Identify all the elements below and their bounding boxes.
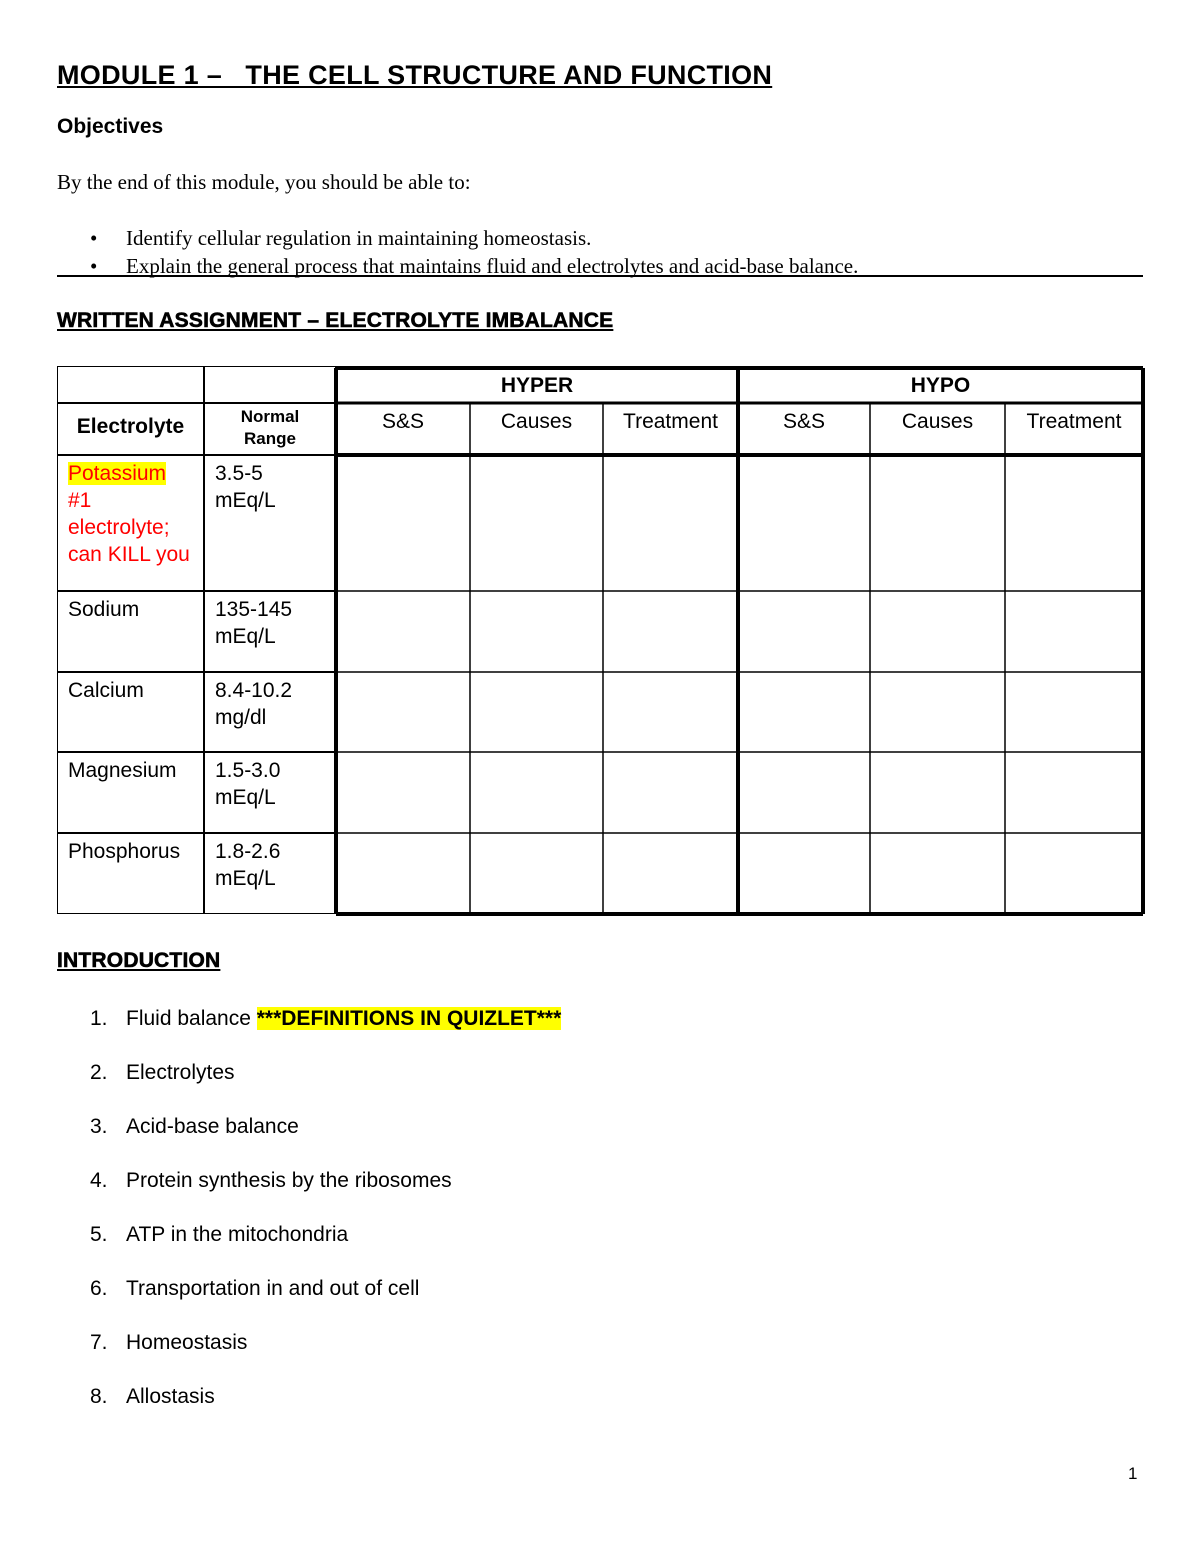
list-item: 6. Transportation in and out of cell — [90, 1277, 420, 1300]
header-hyper-label: HYPER — [500, 374, 574, 397]
page-title: MODULE 1 – THE CELL STRUCTURE AND FUNCTION — [57, 60, 773, 90]
sub-header-label: Treatment — [1026, 410, 1122, 433]
electrolyte-name: Sodium — [68, 598, 140, 621]
range-value: 3.5-5 — [215, 462, 263, 485]
electrolyte-name: Magnesium — [68, 759, 177, 782]
header-normal-label: Normal — [240, 407, 300, 426]
objective-item: • Explain the general process that maintains fluid and electrolytes and acid-base balance. — [90, 254, 859, 278]
range-unit: mg/dl — [215, 706, 267, 729]
sub-header-cell — [738, 403, 870, 455]
header-hypo — [738, 368, 1143, 403]
objective-item: • Identify cellular regulation in maintaining homeostasis. — [90, 226, 592, 250]
range-unit: mEq/L — [215, 489, 276, 512]
range-value: 1.8-2.6 — [215, 840, 281, 863]
electrolyte-name: Potassium — [68, 462, 167, 485]
header-electrolyte-label: Electrolyte — [76, 415, 185, 438]
sub-header-cell — [336, 403, 470, 455]
list-item: 7. Homeostasis — [90, 1331, 248, 1354]
objectives-intro: By the end of this module, you should be able to: — [57, 170, 471, 194]
list-item: 3. Acid-base balance — [90, 1115, 299, 1138]
horizontal-rule — [57, 275, 1143, 277]
list-item: 2. Electrolytes — [90, 1061, 235, 1084]
list-item: 5. ATP in the mitochondria — [90, 1223, 349, 1246]
page-number: 1 — [1128, 1464, 1138, 1483]
introduction-list — [90, 1005, 561, 1437]
bullet-icon: • — [90, 226, 98, 250]
quizlet-highlight: ***DEFINITIONS IN QUIZLET*** — [256, 1007, 562, 1030]
list-item: 8. Allostasis — [90, 1385, 215, 1408]
electrolyte-note-text: #1 electrolyte; can KILL you — [68, 489, 190, 566]
header-hyper — [336, 368, 738, 403]
sub-header-cell — [470, 403, 603, 455]
range-value: 135-145 — [215, 598, 293, 621]
objectives-list — [90, 224, 858, 280]
objectives-heading: Objectives — [57, 115, 164, 138]
sub-header-cell — [603, 403, 738, 455]
sub-header-label: S&S — [782, 410, 826, 433]
bullet-icon: • — [90, 254, 98, 278]
header-hypo-label: HYPO — [910, 374, 971, 397]
sub-header-label: S&S — [381, 410, 425, 433]
range-value: 8.4-10.2 — [215, 679, 293, 702]
range-value: 1.5-3.0 — [215, 759, 281, 782]
electrolyte-name: Calcium — [68, 679, 144, 702]
header-range-label: Range — [244, 429, 296, 448]
list-item: 4. Protein synthesis by the ribosomes — [90, 1169, 452, 1192]
sub-header-label: Treatment — [623, 410, 718, 433]
sub-header-label: Causes — [901, 410, 974, 433]
electrolyte-name: Phosphorus — [68, 840, 181, 863]
range-unit: mEq/L — [215, 867, 276, 890]
list-item: 1. Fluid balance ***DEFINITIONS IN QUIZLET*** — [90, 1007, 562, 1030]
range-unit: mEq/L — [215, 786, 276, 809]
sub-header-label: Causes — [500, 410, 573, 433]
range-unit: mEq/L — [215, 625, 276, 648]
sub-header-cell — [1005, 403, 1143, 455]
introduction-heading: INTRODUCTION — [57, 949, 221, 972]
sub-header-cell — [870, 403, 1005, 455]
assignment-heading: WRITTEN ASSIGNMENT – ELECTROLYTE IMBALANCE — [57, 309, 614, 332]
